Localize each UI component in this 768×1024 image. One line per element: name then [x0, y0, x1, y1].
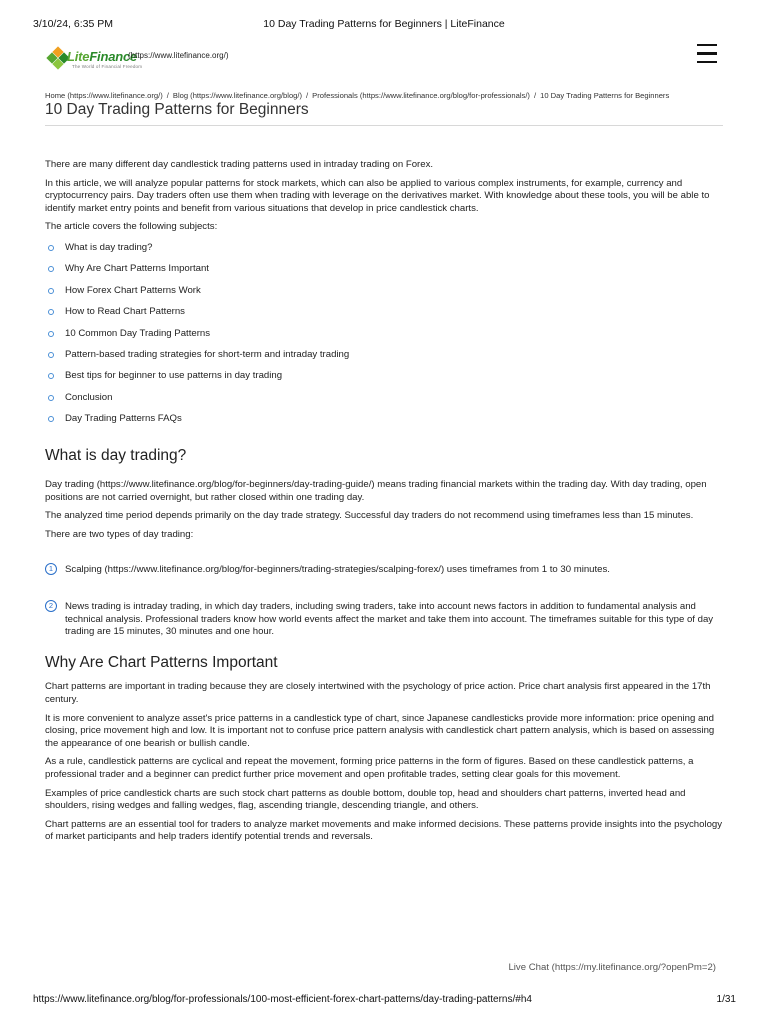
section-paragraph: Chart patterns are an essential tool for traders to analyze market movements and make informed decisions. These patterns provide insights into the psychology of market participants and help traders identify potential trends and reversals. — [45, 818, 723, 843]
site-header — [45, 40, 725, 78]
toc-item[interactable]: Conclusion — [45, 392, 725, 413]
logo-lite: Lite — [67, 49, 90, 64]
list-item — [45, 601, 725, 639]
day-trading-types-list — [45, 564, 725, 638]
number-badge-icon: 2 — [45, 600, 57, 612]
print-page-title: 10 Day Trading Patterns for Beginners | LiteFinance — [263, 18, 505, 30]
list-item-text: News trading is intraday trading, in which day traders, including swing traders, take into account news factors in addition to fundamental analysis and technical analysis. Professional traders know how world events affect the market and take them into account. The timeframes suitable for this type of day trading are 15 minutes, 30 minutes and one hour. — [65, 601, 714, 638]
section-paragraph: As a rule, candlestick patterns are cyclical and repeat the movement, forming price patterns in the form of figures. Based on these candlestick patterns, a professional trader and a beginner can predict further price movement and open profitable trades, setting clear goals for this movement. — [45, 756, 694, 780]
section-paragraph: The analyzed time period depends primarily on the day trade strategy. Successful day traders do not recommend using timeframes less than 15 minutes. — [45, 510, 694, 522]
section-paragraph: It is more convenient to analyze asset's price patterns in a candlestick type of chart, since Japanese candlesticks provide more information: price opening and closing, price movement high and low. It is important not to confuse price pattern analysis with candlestick chart pattern analysis, which is based on assessing the appearance of one bearish or bullish candle. — [45, 712, 715, 749]
hamburger-line — [697, 61, 717, 63]
breadcrumb — [45, 91, 669, 100]
breadcrumb-current: 10 Day Trading Patterns for Beginners — [540, 91, 670, 100]
hamburger-line — [697, 52, 717, 54]
logo-link[interactable]: (https://www.litefinance.org/) — [128, 51, 229, 60]
section-paragraph: Day trading (https://www.litefinance.org/blog/for-beginners/day-trading-guide/) means trading financial markets within the trading day. With day trading, open positions are not carried overnight, but rather closed within one trading day. — [45, 479, 707, 503]
breadcrumb-separator: / — [166, 91, 169, 100]
toc-item[interactable]: Best tips for beginner to use patterns in day trading — [45, 370, 725, 391]
logo-finance: Finance — [89, 49, 138, 64]
list-item — [45, 564, 725, 577]
toc-item[interactable]: How to Read Chart Patterns — [45, 306, 725, 327]
intro-paragraph: In this article, we will analyze popular patterns for stock markets, which can also be applied to various complex instruments, for example, currency and cryptocurrency pairs. Day traders often use them when trading with leverage on the derivatives market. With knowledge about these tools, you will be able to identify market entry points and benefit from various situations that develop in price candlestick charts. — [45, 177, 710, 214]
breadcrumb-professionals[interactable]: Professionals (https://www.litefinance.org/blog/for-professionals/) — [312, 91, 530, 100]
litefinance-logo[interactable] — [45, 40, 229, 76]
number-badge-icon: 1 — [45, 563, 57, 575]
breadcrumb-home[interactable]: Home (https://www.litefinance.org/) — [45, 91, 163, 100]
toc-item[interactable]: Why Are Chart Patterns Important — [45, 263, 725, 284]
intro-paragraph: There are many different day candlestick trading patterns used in intraday trading on Forex. — [45, 159, 434, 170]
breadcrumb-blog[interactable]: Blog (https://www.litefinance.org/blog/) — [172, 91, 303, 100]
section-paragraph: Examples of price candlestick charts are such stock chart patterns as double bottom, double top, head and shoulders chart patterns, inverted head and shoulders, rising wedges and falling wedges, flag, ascending triangle, descending triangle, and others. — [45, 787, 686, 812]
article-body — [45, 159, 725, 850]
section-heading-day-trading: What is day trading? — [45, 447, 187, 465]
list-item-text: Scalping (https://www.litefinance.org/blog/for-beginners/trading-strategies/scalping-forex/) uses timeframes from 1 to 30 minutes. — [65, 564, 610, 576]
page-number: 1/31 — [716, 994, 736, 1005]
breadcrumb-separator: / — [533, 91, 537, 100]
print-url: https://www.litefinance.org/blog/for-professionals/100-most-efficient-forex-chart-patterns/day-trading-patterns/#h4 — [33, 994, 532, 1005]
intro-paragraph: The article covers the following subjects: — [45, 221, 218, 233]
section-heading-chart-patterns: Why Are Chart Patterns Important — [45, 653, 278, 671]
toc-item[interactable]: Pattern-based trading strategies for short-term and intraday trading — [45, 349, 725, 370]
hamburger-line — [697, 44, 717, 46]
section-paragraph: There are two types of day trading: — [45, 528, 194, 540]
logo-wordmark — [67, 49, 137, 64]
hamburger-icon[interactable] — [697, 44, 717, 66]
live-chat-link[interactable]: Live Chat (https://my.litefinance.org/?openPm=2) — [508, 962, 716, 973]
section-paragraph: Chart patterns are important in trading because they are closely intertwined with the psychology of price action. Price chart analysis first appeared in the 17th century. — [45, 681, 711, 706]
breadcrumb-separator: / — [306, 91, 309, 100]
page-title: 10 Day Trading Patterns for Beginners — [45, 101, 309, 118]
print-header — [0, 0, 768, 30]
title-divider — [45, 125, 723, 126]
logo-tagline: The World of Financial Freedom — [72, 64, 143, 69]
toc-item[interactable]: What is day trading? — [45, 242, 725, 263]
toc-item[interactable]: How Forex Chart Patterns Work — [45, 285, 725, 306]
table-of-contents — [45, 242, 725, 435]
toc-item[interactable]: Day Trading Patterns FAQs — [45, 413, 725, 434]
toc-item[interactable]: 10 Common Day Trading Patterns — [45, 328, 725, 349]
print-timestamp: 3/10/24, 6:35 PM — [33, 18, 113, 30]
